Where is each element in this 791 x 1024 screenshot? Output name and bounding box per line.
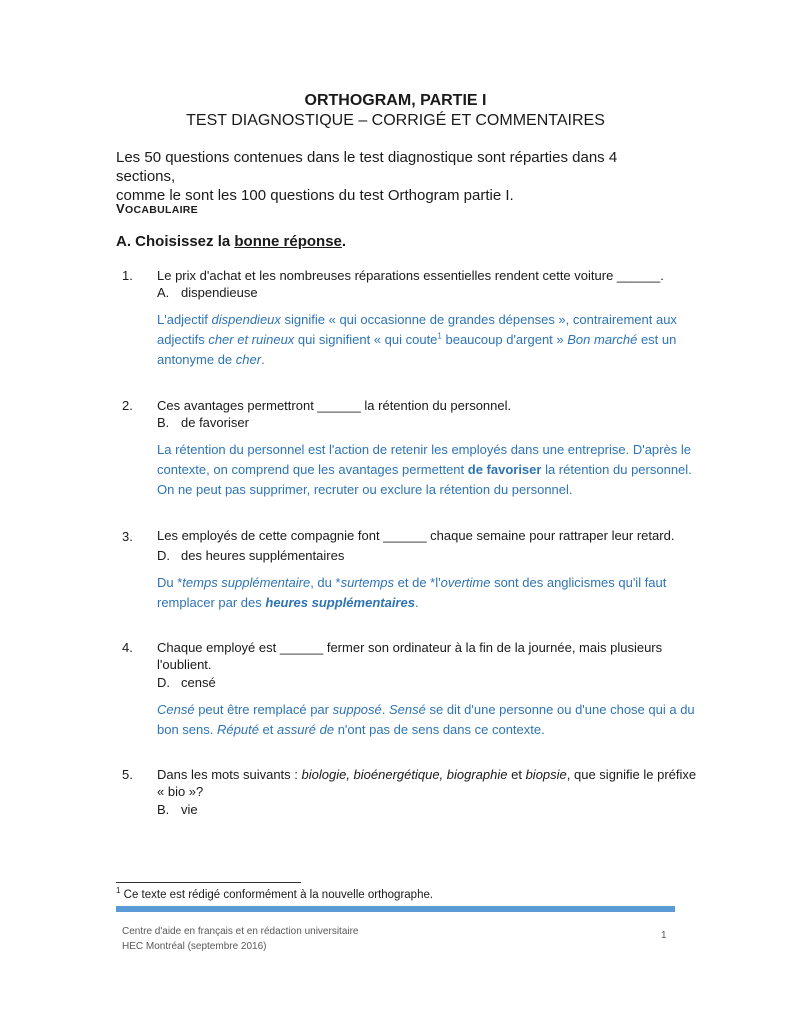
footnote-number: 1: [116, 886, 121, 896]
footer-credits: [122, 924, 359, 954]
question-answer: [157, 674, 216, 691]
question-answer: [157, 801, 198, 818]
answer-letter: D.: [157, 548, 170, 563]
instruction-underlined: bonne réponse: [234, 233, 342, 250]
question-number: 5.: [122, 767, 133, 782]
comment-3: Du *temps supplémentaire, du *surtemps et de *l'overtime sont des anglicismes qu'il faut remplacer par des heures supplémentaires.: [157, 575, 667, 610]
question-1: [122, 267, 682, 307]
question-2: [122, 397, 682, 437]
comment-2: La rétention du personnel est l'action de retenir les employés dans une entreprise. D'après le contexte, on comprend que les avantages permettent de favoriser la rétention du personnel. On ne peut pas supprimer, recruter ou exclure la rétention du personnel.: [157, 442, 692, 497]
answer-letter: B.: [157, 802, 170, 817]
page-number: 1: [661, 930, 667, 941]
footer-line-2: HEC Montréal (septembre 2016): [122, 941, 267, 952]
answer-text: dispendieuse: [181, 285, 258, 300]
intro-line-2: comme le sont les 100 questions du test Orthogram partie I.: [116, 187, 514, 204]
question-4: [122, 639, 682, 695]
question-3: [122, 527, 682, 567]
document-subtitle: TEST DIAGNOSTIQUE – CORRIGÉ ET COMMENTAIRES: [186, 112, 605, 129]
intro-line-1: Les 50 questions contenues dans le test diagnostique sont réparties dans 4 sections,: [116, 149, 618, 185]
question-text: Chaque employé est ______ fermer son ordinateur à la fin de la journée, mais plusieurs l'oublient.: [157, 640, 663, 672]
answer-text: des heures supplémentaires: [181, 548, 345, 563]
question-answer: [157, 284, 258, 301]
question-number: 4.: [122, 640, 133, 655]
question-number: 3.: [122, 529, 133, 544]
section-heading-initial: V: [116, 201, 125, 216]
section-heading-rest: OCABULAIRE: [124, 204, 198, 216]
footer-bar: [116, 906, 675, 912]
intro-paragraph: [116, 148, 676, 205]
footnote-separator: [116, 882, 301, 883]
answer-letter: B.: [157, 415, 170, 430]
question-answer: [157, 547, 344, 564]
question-answer: [157, 414, 249, 431]
footnote: [116, 886, 434, 901]
comment-4: Censé peut être remplacé par supposé. Sensé se dit d'une personne ou d'une chose qui a du bon sens. Réputé et assuré de n'ont pas de sens dans ce contexte.: [157, 702, 695, 737]
question-text: Ces avantages permettront ______ la rétention du personnel.: [157, 398, 512, 413]
question-5: [122, 766, 697, 822]
section-heading: [116, 201, 198, 216]
answer-letter: A.: [157, 285, 170, 300]
comment-1: L'adjectif dispendieux signifie « qui occasionne de grandes dépenses », contrairement aux adjectifs cher et ruineux qui signifient « qui coute$^1$ beaucoup d'argent » Bon marché est un antonyme de cher.: [157, 312, 677, 367]
question-text: Dans les mots suivants : biologie, bioénergétique, biographie et biopsie, que signifie le préfixe « bio »?: [157, 767, 697, 799]
question-number: 2.: [122, 398, 133, 413]
document-title: ORTHOGRAM, PARTIE I: [304, 92, 487, 109]
answer-letter: D.: [157, 675, 170, 690]
instruction-prefix: A. Choisissez la: [116, 233, 235, 250]
question-text: Les employés de cette compagnie font ______ chaque semaine pour rattraper leur retard.: [157, 528, 675, 543]
answer-text: vie: [181, 802, 198, 817]
footnote-ref: 1: [437, 331, 442, 341]
answer-text: censé: [181, 675, 216, 690]
instruction-heading: [116, 233, 346, 250]
footnote-text: Ce texte est rédigé conformément à la nouvelle orthographe.: [120, 889, 434, 901]
answer-text: de favoriser: [181, 415, 249, 430]
question-text: Le prix d'achat et les nombreuses réparations essentielles rendent cette voiture ______.: [157, 268, 664, 283]
instruction-suffix: .: [341, 233, 347, 250]
footer-line-1: Centre d'aide en français et en rédaction universitaire: [122, 926, 359, 937]
question-number: 1.: [122, 268, 133, 283]
